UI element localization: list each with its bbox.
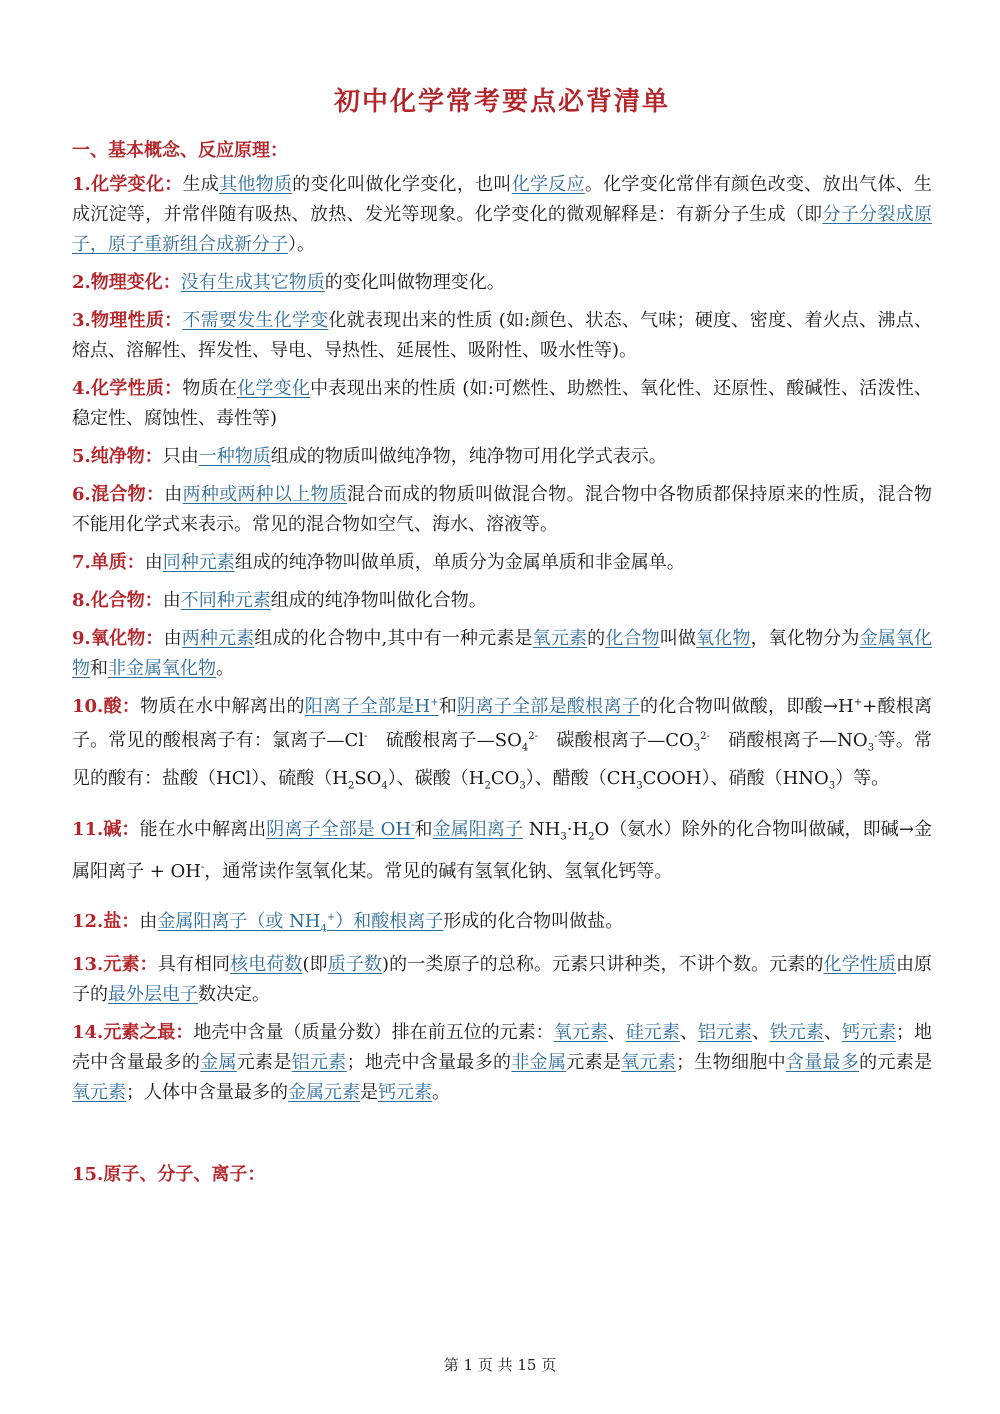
- underlined-term: 最外层电子: [108, 984, 198, 1006]
- subscript: 4: [521, 742, 529, 754]
- text: 化就表现出来的性质 (如:颜色、状态、气味；硬度、密度、着火点、沸点、熔点、溶解性、挥发性、导电、导热性、延展性、吸附性、吸水性等)。: [72, 310, 933, 361]
- underlined-term: 不需要发生化学变: [182, 310, 329, 331]
- item-label: 7.单质：: [72, 552, 145, 573]
- item-label: 9.氧化物：: [72, 628, 164, 649]
- underlined-term: [157, 910, 444, 935]
- subscript: 3: [828, 780, 836, 792]
- text: 。: [216, 658, 234, 679]
- text: 物质在: [182, 378, 238, 399]
- underlined-term: 铝元素: [291, 1052, 347, 1074]
- underlined-term: 两种元素: [181, 628, 255, 649]
- text: 的变化叫做化学变化，也叫: [292, 174, 512, 195]
- superscript: -: [874, 731, 878, 742]
- item-13: [72, 950, 932, 1010]
- underlined-term: 氧元素: [72, 1082, 126, 1104]
- underlined-term: 化学反应: [511, 174, 585, 195]
- item-8: [72, 586, 932, 616]
- text: NH: [523, 819, 561, 841]
- text: 和: [414, 819, 433, 841]
- underlined-term: 铝元素: [697, 1022, 752, 1044]
- item-12: [72, 903, 932, 945]
- text: ·H: [566, 819, 589, 841]
- text: 阳离子全部是: [304, 696, 415, 717]
- subscript: 3: [519, 780, 526, 792]
- underlined-term: 没有生成其它物质: [180, 272, 325, 293]
- underlined-term: 氧元素: [553, 1022, 608, 1044]
- text: 组成的纯净物叫做化合物。: [270, 590, 487, 611]
- text: 具有相同: [157, 954, 231, 976]
- text: 的: [587, 628, 606, 649]
- item-4: [72, 374, 932, 434]
- text: ；人体中含量最多的: [126, 1082, 288, 1104]
- item-10: [72, 688, 932, 801]
- text: 硫酸根离子—SO: [367, 730, 522, 751]
- item-label: 4.化学性质：: [72, 378, 183, 399]
- text: 地壳中含量（质量分数）排在前五位的元素：: [193, 1022, 554, 1044]
- item-14: [72, 1018, 932, 1108]
- text: ）和酸根离子: [335, 910, 444, 932]
- text: 由: [162, 590, 181, 611]
- text: 的化合物叫做酸，即酸→H: [640, 696, 854, 717]
- item-6: [72, 480, 932, 540]
- subscript: 4: [381, 780, 388, 792]
- text: 形成的化合物叫做盐。: [443, 910, 624, 932]
- item-label: 12.盐：: [72, 910, 140, 932]
- text: +酸根离子。常见的酸根离子有：氯离子—Cl: [72, 696, 933, 751]
- item-label: 10.酸：: [72, 696, 141, 717]
- superscript: 2-: [528, 731, 538, 742]
- subscript: 3: [693, 742, 701, 754]
- text: 叫做: [659, 628, 697, 649]
- text: 组成的化合物中,其中有一种元素是: [254, 628, 533, 649]
- item-label: 5.纯净物：: [72, 446, 163, 467]
- text: 和: [438, 696, 458, 717]
- underlined-term: 阴离子全部是酸根离子: [457, 696, 641, 717]
- subscript: 3: [636, 780, 643, 792]
- underlined-term: 核电荷数: [230, 954, 303, 976]
- underlined-term: 金属元素: [288, 1082, 360, 1104]
- text: 是: [360, 1082, 378, 1104]
- item-label: 6.混合物：: [72, 484, 165, 505]
- underlined-term: 氧元素: [621, 1052, 677, 1074]
- text: )的一类原子的总称。元素只讲种类，不讲个数。元素的: [382, 954, 824, 976]
- text: 、: [679, 1022, 698, 1044]
- underlined-term: 钙元素: [841, 1022, 896, 1044]
- text: ）。: [288, 234, 315, 255]
- text: 等。常见的酸有：盐酸（HCl）、硫酸（H: [72, 730, 932, 789]
- text: (即: [302, 954, 328, 976]
- text: 碳酸根离子—CO: [537, 730, 694, 751]
- text: ；地壳中含量最多的: [72, 1022, 933, 1074]
- text: ，氧化物分为: [750, 628, 860, 649]
- text: 金属阳离子（或 NH: [157, 910, 321, 932]
- subscript: 3: [560, 831, 567, 843]
- item-label: 15.原子、分子、离子：: [72, 1164, 266, 1186]
- item-2: [72, 268, 932, 298]
- item-11: [72, 811, 932, 887]
- text: 由: [164, 484, 183, 505]
- item-3: [72, 306, 932, 366]
- subscript: 2: [347, 780, 355, 792]
- text: 阴离子全部是 OH: [266, 819, 412, 841]
- underlined-term: 钙元素: [378, 1082, 432, 1104]
- superscript: +: [326, 911, 336, 923]
- item-label: 14.元素之最：: [72, 1022, 194, 1044]
- superscript: +: [853, 697, 863, 708]
- underlined-term: 质子数: [327, 954, 383, 976]
- text: COOH）、硝酸（HNO: [642, 767, 829, 789]
- item-label: 11.碱：: [72, 819, 140, 841]
- text: 、: [751, 1022, 770, 1044]
- underlined-term: 非金属氧化物: [108, 658, 216, 679]
- text: 生成: [182, 174, 220, 195]
- page-footer: 第 1 页 共 15 页: [443, 1356, 557, 1374]
- text: 和: [90, 658, 108, 679]
- text: 。: [432, 1082, 450, 1104]
- text: 、: [607, 1022, 626, 1044]
- text: 组成的物质叫做纯净物，纯净物可用化学式表示。: [270, 446, 667, 467]
- text: 由: [163, 628, 182, 649]
- underlined-term: 含量最多: [785, 1052, 860, 1074]
- text: 由: [144, 552, 163, 573]
- underlined-term: 化学性质: [823, 954, 896, 976]
- item-label: 3.物理性质：: [72, 310, 183, 331]
- item-9: [72, 624, 932, 684]
- text: 元素是: [236, 1052, 292, 1074]
- underlined-term: 化合物: [605, 628, 660, 649]
- text: ；地壳中含量最多的: [346, 1052, 512, 1074]
- text: ，通常读作氢氧化某。常见的碱有氢氧化钠、氢氧化钙等。: [204, 860, 673, 882]
- text: 由原子的: [72, 954, 933, 1006]
- text: 由: [139, 910, 158, 932]
- superscript: -: [411, 820, 415, 832]
- text: 混合而成的物质叫做混合物。混合物中各物质都保持原来的性质，混合物不能用化学式来表示。常见的混合物如空气、海水、溶液等。: [72, 484, 933, 535]
- text: ）、醋酸（CH: [525, 767, 637, 789]
- text: 中表现出来的性质 (如:可燃性、助燃性、氧化性、还原性、酸碱性、活泼性、稳定性、腐蚀性、毒性等): [72, 378, 933, 429]
- text: 的元素是: [859, 1052, 933, 1074]
- text: O（氨水）除外的化合物叫做碱，即碱→金属阳离子 + OH: [72, 819, 933, 882]
- subscript: 4: [320, 923, 327, 935]
- text: 元素是: [566, 1052, 622, 1074]
- text: 。化学变化常伴有颜色改变、放出气体、生成沉淀等，并常伴随有吸热、放热、发光等现象。化学变化的微观解释是：有新分子生成（即: [72, 174, 933, 225]
- superscript: 2-: [700, 731, 710, 742]
- underlined-term: [266, 819, 414, 840]
- underlined-term: [305, 696, 439, 717]
- underlined-term: 同种元素: [162, 552, 235, 573]
- underlined-term: 不同种元素: [180, 590, 271, 611]
- underlined-term: 非金属: [511, 1052, 567, 1074]
- underlined-term: 两种或两种以上物质: [182, 484, 348, 505]
- text: ；生物细胞中: [676, 1052, 786, 1074]
- subscript: 3: [867, 742, 875, 754]
- item-label: 13.元素：: [72, 954, 158, 976]
- underlined-term: 金属: [200, 1052, 237, 1074]
- text: 数决定。: [198, 984, 270, 1006]
- underlined-term: 金属氧化物: [72, 628, 933, 679]
- item-7: [72, 548, 932, 578]
- page-title: 初中化学常考要点必背清单: [333, 87, 670, 117]
- text: 只由: [162, 446, 199, 467]
- superscript: -: [200, 861, 205, 873]
- subscript: 2: [484, 780, 491, 792]
- text: SO: [354, 767, 382, 789]
- superscript: -: [364, 731, 368, 742]
- section-heading-1: 一、基本概念、反应原理：: [72, 140, 288, 161]
- text: ）等。: [835, 767, 890, 789]
- text: 物质在水中解离出的: [140, 696, 305, 717]
- underlined-term: 铁元素: [769, 1022, 824, 1044]
- text: 、: [823, 1022, 842, 1044]
- text: 硝酸根离子—NO: [709, 730, 868, 751]
- text: ）、碳酸（H: [387, 767, 485, 789]
- text: 能在水中解离出: [139, 819, 267, 841]
- underlined-term: 氧元素: [532, 628, 588, 649]
- underlined-term: 一种物质: [198, 446, 271, 467]
- underlined-term: 硅元素: [625, 1022, 680, 1044]
- item-label: 8.化合物：: [72, 590, 163, 611]
- underlined-term: 其他物质: [219, 174, 293, 195]
- text: H: [414, 696, 431, 717]
- item-label: 2.物理变化：: [72, 272, 181, 293]
- subscript: 2: [588, 831, 595, 843]
- underlined-term: 分子分裂成原子，原子重新组合成新分子: [72, 204, 933, 255]
- section-heading-15: [72, 1160, 932, 1190]
- underlined-term: 金属阳离子: [432, 819, 524, 841]
- item-5: [72, 442, 932, 472]
- text: CO: [490, 767, 520, 789]
- underlined-term: 化学变化: [237, 378, 311, 399]
- text: 的变化叫做物理变化。: [324, 272, 505, 293]
- item-1: [72, 170, 932, 260]
- item-label: 1.化学变化：: [72, 174, 183, 195]
- text: 组成的纯净物叫做单质，单质分为金属单质和非金属单。: [234, 552, 685, 573]
- superscript: +: [430, 697, 439, 708]
- underlined-term: 氧化物: [696, 628, 751, 649]
